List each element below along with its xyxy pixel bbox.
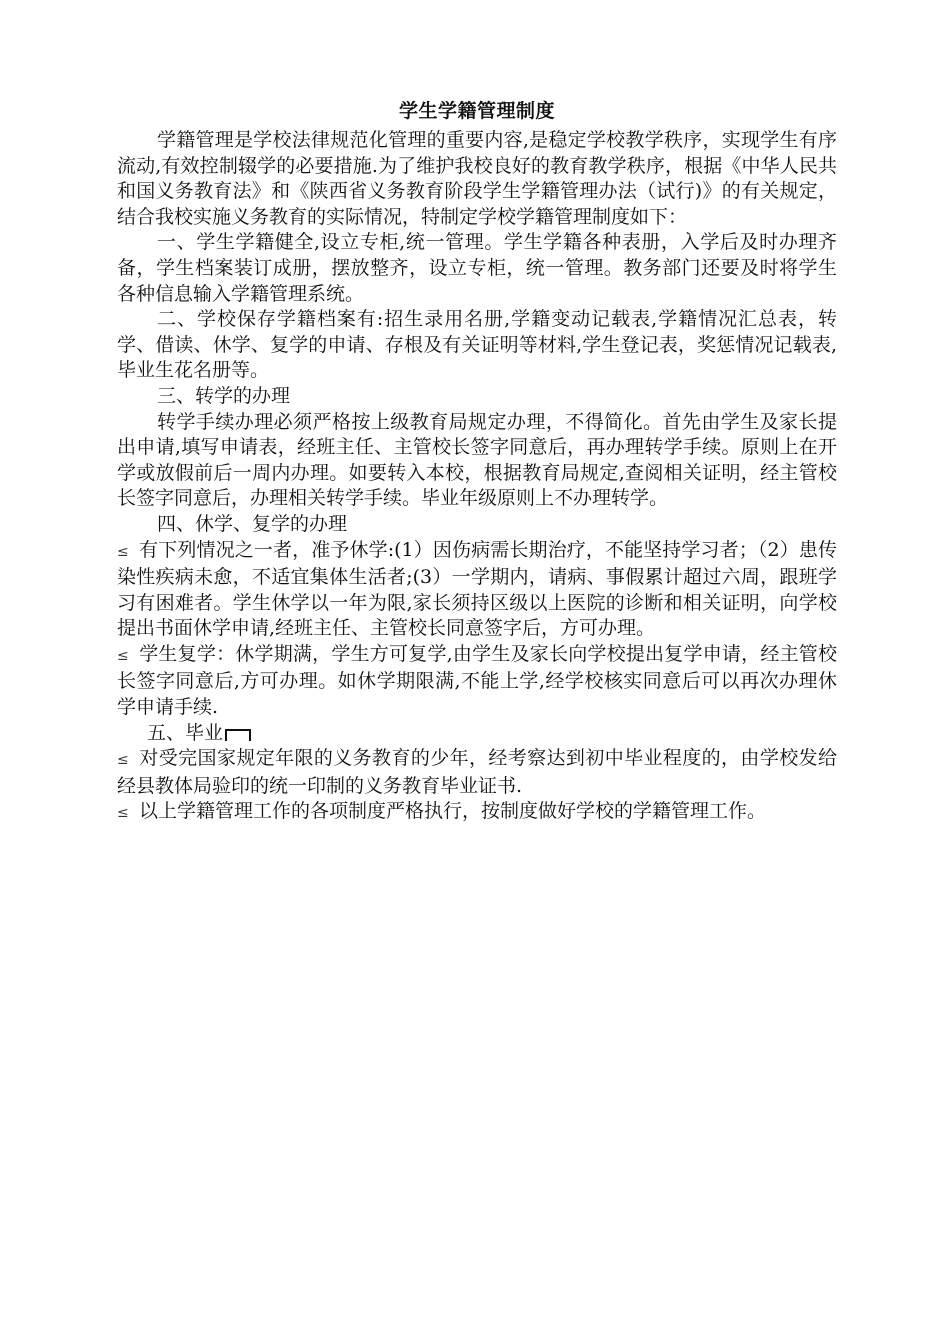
document-title: 学生学籍管理制度 bbox=[398, 100, 555, 122]
section-5-item-1-text: 对受完国家规定年限的义务教育的少年，经考察达到初中毕业程度的，由学校发给经县教体局验印的统一印制的义务教育毕业证书. bbox=[117, 747, 837, 797]
bullet-icon: ≤ bbox=[117, 543, 129, 560]
section-5-heading-text: 五、毕业 bbox=[147, 721, 224, 744]
section-3-heading: 三、转学的办理 bbox=[157, 384, 291, 407]
section-4-item-2-text: 学生复学：休学期满，学生方可复学,由学生及家长向学校提出复学申请，经主管校长签字同意后,方可办理。如休学期限满,不能上学,经学校核实同意后可以再次办理休学申请手续. bbox=[117, 642, 837, 719]
bracket-mark-icon bbox=[225, 729, 251, 741]
section-4-item-1 bbox=[117, 538, 837, 642]
bullet-icon: ≤ bbox=[117, 647, 129, 664]
document-page bbox=[117, 98, 837, 827]
bullet-icon: ≤ bbox=[117, 805, 129, 822]
section-5-item-2-text: 以上学籍管理工作的各项制度严格执行，按制度做好学校的学籍管理工作。 bbox=[139, 800, 767, 823]
section-4-heading: 四、休学、复学的办理 bbox=[157, 512, 348, 535]
section-3-paragraph: 转学手续办理必须严格按上级教育局规定办理，不得简化。首先由学生及家长提出申请,填写申请表，经班主任、主管校长签字同意后，再办理转学手续。原则上在开学或放假前后一周内办理。如要转入本校，根据教育局规定,查阅相关证明，经主管校长签字同意后，办理相关转学手续。毕业年级原则上不办理转学。 bbox=[117, 410, 837, 510]
section-5-heading bbox=[117, 721, 837, 747]
section-4-item-2 bbox=[117, 642, 837, 721]
section-2-paragraph: 二、学校保存学籍档案有:招生录用名册,学籍变动记载表,学籍情况汇总表，转学、借读、休学、复学的申请、存根及有关证明等材料,学生登记表，奖惩情况记载表,毕业生花名册等。 bbox=[117, 308, 837, 382]
intro-paragraph: 学籍管理是学校法律规范化管理的重要内容,是稳定学校教学秩序，实现学生有序流动,有效控制辍学的必要措施.为了维护我校良好的教育教学秩序，根据《中华人民共和国义务教育法》和《陕西省义务教育阶段学生学籍管理办法（试行)》的有关规定，结合我校实施义务教育的实际情况，特制定学校学籍管理制度如下： bbox=[117, 129, 837, 228]
section-5-item-1 bbox=[117, 746, 837, 799]
bullet-icon: ≤ bbox=[117, 752, 129, 769]
section-4-item-1-text: 有下列情况之一者，准予休学:(1）因伤病需长期治疗，不能坚持学习者；（2）患传染性疾病未愈，不适宜集体生活者;(3）一学期内，请病、事假累计超过六周，跟班学习有困难者。学生休学以一年为限,家长须持区级以上医院的诊断和相关证明，向学校提出书面休学申请,经班主任、主管校长同意签字后，方可办理。 bbox=[117, 538, 837, 640]
section-1-paragraph: 一、学生学籍健全,设立专柜,统一管理。学生学籍各种表册，入学后及时办理齐备，学生档案装订成册，摆放整齐，设立专柜，统一管理。教务部门还要及时将学生各种信息输入学籍管理系统。 bbox=[117, 231, 837, 305]
section-5-item-2 bbox=[117, 799, 837, 827]
